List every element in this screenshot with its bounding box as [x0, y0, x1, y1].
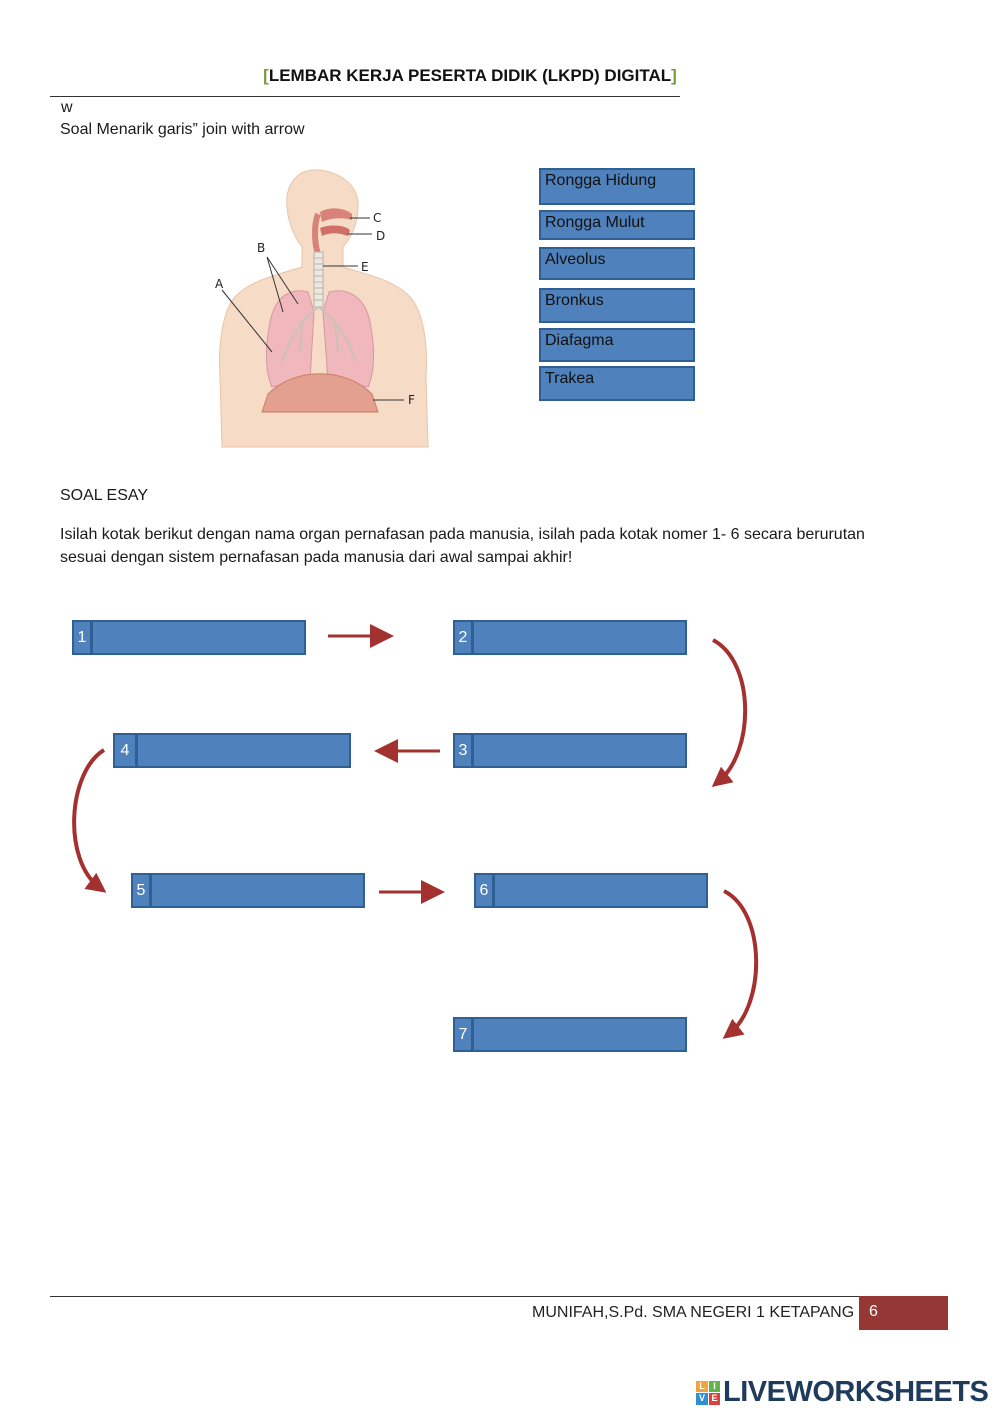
stray-letter: w: [61, 99, 73, 116]
answer-number: 3: [455, 735, 474, 766]
arrow-4-to-5: [74, 750, 104, 888]
liveworksheets-brand[interactable]: [696, 1376, 988, 1409]
answer-box-3: [453, 733, 687, 768]
diagram-label-b: B: [257, 241, 266, 255]
header-title: LEMBAR KERJA PESERTA DIDIK (LKPD) DIGITAL: [268, 66, 672, 85]
arrow-2-to-3: [713, 640, 745, 782]
answer-box-7: [453, 1017, 687, 1052]
answer-number: 7: [455, 1019, 474, 1050]
pharynx: [315, 214, 318, 254]
header-divider: [50, 96, 680, 97]
option-trakea[interactable]: Trakea: [539, 366, 695, 401]
header-bracket-open: [: [263, 66, 269, 85]
answer-field-3[interactable]: [474, 735, 685, 766]
option-rongga-hidung[interactable]: Rongga Hidung: [539, 168, 695, 205]
answer-box-5: [131, 873, 365, 908]
diagram-label-f: F: [408, 393, 415, 407]
diagram-label-c: C: [373, 211, 382, 225]
answer-box-2: [453, 620, 687, 655]
diagram-label-d: D: [376, 229, 386, 243]
respiratory-system-diagram: [210, 162, 440, 452]
liveworksheets-wordmark: LIVEWORKSHEETS: [723, 1376, 989, 1408]
answer-box-1: [72, 620, 306, 655]
answer-number: 2: [455, 622, 474, 653]
header-bracket-close: ]: [671, 66, 677, 85]
answer-field-6[interactable]: [495, 875, 706, 906]
option-diafagma[interactable]: Diafagma: [539, 328, 695, 362]
option-rongga-mulut[interactable]: Rongga Mulut: [539, 210, 695, 240]
answer-field-4[interactable]: [138, 735, 349, 766]
answer-field-2[interactable]: [474, 622, 685, 653]
matching-instruction: Soal Menarik garis” join with arrow: [60, 121, 305, 138]
page-header: [0, 66, 940, 86]
answer-number: 6: [476, 875, 495, 906]
answer-number: 5: [133, 875, 152, 906]
answer-field-1[interactable]: [93, 622, 304, 653]
diagram-label-a: A: [215, 277, 224, 291]
answer-box-4: [113, 733, 351, 768]
essay-instruction-line1: Isilah kotak berikut dengan nama organ pernafasan pada manusia, isilah pada kotak nomer 1- 6 secara berurutan: [60, 526, 865, 543]
essay-heading: SOAL ESAY: [60, 487, 149, 504]
essay-instruction-line2: sesuai dengan sistem pernafasan pada manusia dari awal sampai akhir!: [60, 549, 573, 566]
answer-box-6: [474, 873, 708, 908]
diagram-label-e: E: [361, 260, 369, 274]
option-alveolus[interactable]: Alveolus: [539, 247, 695, 280]
footer-author: MUNIFAH,S.Pd. SMA NEGERI 1 KETAPANG: [532, 1304, 855, 1321]
liveworksheets-logo-icon: L I V E: [696, 1381, 720, 1405]
page-number: 6: [859, 1296, 948, 1330]
trachea: [314, 252, 323, 307]
arrow-6-to-7: [724, 891, 756, 1034]
footer-divider: [50, 1296, 860, 1297]
option-bronkus[interactable]: Bronkus: [539, 288, 695, 323]
answer-number: 4: [115, 735, 138, 766]
answer-field-7[interactable]: [474, 1019, 685, 1050]
answer-number: 1: [74, 622, 93, 653]
answer-field-5[interactable]: [152, 875, 363, 906]
